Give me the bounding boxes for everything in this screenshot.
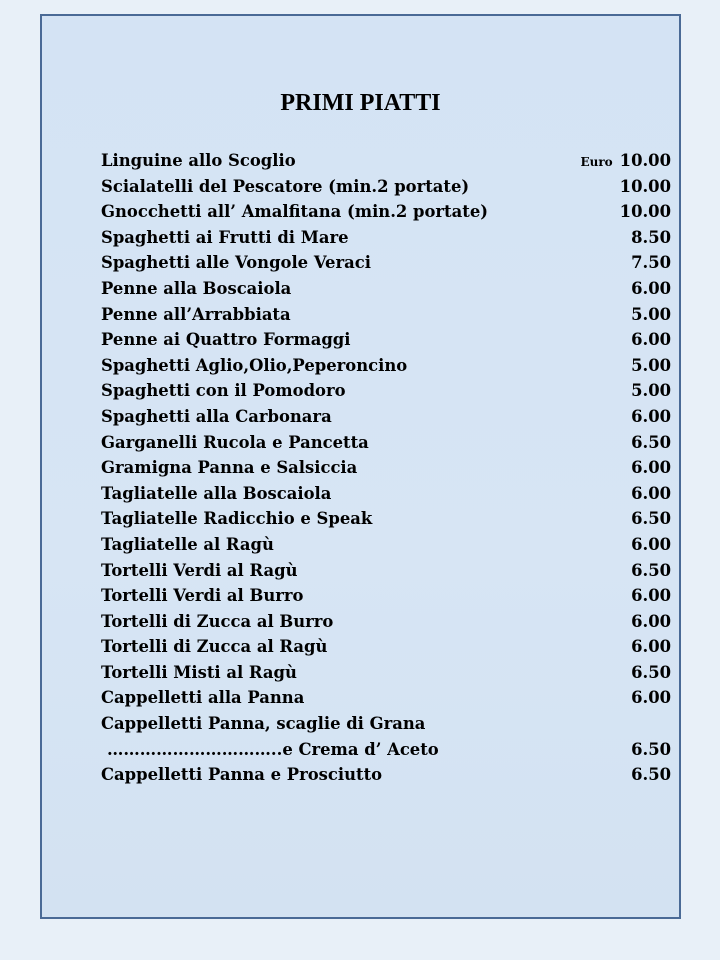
menu-item: [101, 148, 673, 174]
menu-item-price: [631, 353, 671, 379]
price-value: 6.00: [631, 586, 671, 606]
menu-item: [101, 353, 673, 379]
menu-item-price: [620, 174, 671, 200]
menu-item-price: [631, 506, 671, 532]
menu-item-price: [631, 660, 671, 686]
price-value: 8.50: [631, 227, 671, 247]
menu-item-price: [631, 327, 671, 353]
menu-list: [101, 148, 673, 788]
menu-item-name: …………………………..e Crema d’ Aceto: [107, 739, 439, 759]
menu-item-name: Penne ai Quattro Formaggi: [101, 330, 351, 350]
menu-item-name: Penne alla Boscaiola: [101, 278, 292, 298]
menu-item-price: [631, 378, 671, 404]
menu-item: [101, 430, 673, 456]
menu-item-price: [631, 558, 671, 584]
price-value: 6.00: [631, 278, 671, 298]
menu-item: [101, 199, 673, 225]
menu-item-price: [631, 737, 671, 763]
menu-item: [101, 762, 673, 788]
menu-item-price: [631, 762, 671, 788]
menu-item: [101, 532, 673, 558]
price-value: 5.00: [631, 381, 671, 401]
menu-item-price: [631, 276, 671, 302]
menu-item-price: [620, 199, 671, 225]
menu-item-name: Gramigna Panna e Salsiccia: [101, 458, 358, 478]
menu-item: [101, 455, 673, 481]
menu-item: [101, 302, 673, 328]
price-value: 6.00: [631, 458, 671, 478]
price-value: 10.00: [619, 202, 671, 222]
price-value: 10.00: [619, 176, 671, 196]
price-value: 5.00: [631, 355, 671, 375]
menu-item-name: Tagliatelle al Ragù: [101, 534, 274, 554]
price-value: 7.50: [631, 253, 671, 273]
price-value: 6.50: [631, 739, 671, 759]
menu-item: [101, 481, 673, 507]
menu-item-name: Cappelletti Panna e Prosciutto: [101, 765, 383, 785]
page-title: PRIMI PIATTI: [280, 90, 441, 116]
menu-item-name: Cappelletti Panna, scaglie di Grana: [101, 714, 426, 734]
price-value: 6.00: [631, 637, 671, 657]
menu-item-price: [631, 455, 671, 481]
menu-item: [101, 404, 673, 430]
menu-item: [101, 685, 673, 711]
price-value: 10.00: [619, 151, 671, 170]
price-value: 6.50: [631, 662, 671, 682]
menu-item-price: [631, 685, 671, 711]
menu-item-name: Tagliatelle Radicchio e Speak: [101, 509, 373, 529]
menu-item-price: [631, 302, 671, 328]
menu-item-price: [631, 225, 671, 251]
menu-item-price: [631, 583, 671, 609]
menu-item-name: Tagliatelle alla Boscaiola: [101, 483, 332, 503]
price-value: 6.00: [631, 406, 671, 426]
menu-item: [101, 583, 673, 609]
menu-item-price: [631, 250, 671, 276]
menu-item: [101, 660, 673, 686]
price-value: 6.00: [631, 483, 671, 503]
menu-item-name: Tortelli di Zucca al Ragù: [101, 637, 328, 657]
menu-item: [101, 327, 673, 353]
menu-item-name: Spaghetti ai Frutti di Mare: [101, 227, 349, 247]
currency-label: Euro: [580, 155, 613, 169]
price-value: 6.50: [631, 432, 671, 452]
menu-item-name: Cappelletti alla Panna: [101, 688, 305, 708]
menu-item-name: Linguine allo Scoglio: [101, 151, 296, 170]
price-value: 6.00: [631, 688, 671, 708]
menu-item: [101, 225, 673, 251]
menu-item-name: Tortelli Verdi al Burro: [101, 586, 304, 606]
menu-item-price: [631, 634, 671, 660]
price-value: 6.50: [631, 509, 671, 529]
menu-item: [101, 558, 673, 584]
menu-item-price: [631, 404, 671, 430]
menu-item: [101, 276, 673, 302]
menu-item-price: [631, 481, 671, 507]
menu-item-price: [631, 430, 671, 456]
price-value: 5.00: [631, 304, 671, 324]
price-value: 6.50: [631, 765, 671, 785]
menu-item-name: Scialatelli del Pescatore (min.2 portate): [101, 176, 470, 196]
menu-item-name: Gnocchetti all’ Amalfitana (min.2 portate): [101, 202, 489, 222]
price-value: 6.00: [631, 611, 671, 631]
menu-item: [101, 711, 673, 737]
menu-item-price: [580, 148, 671, 176]
menu-item-price: [631, 532, 671, 558]
menu-item: [101, 634, 673, 660]
price-value: 6.00: [631, 534, 671, 554]
menu-item-name: Spaghetti alla Carbonara: [101, 406, 332, 426]
menu-item-name: Spaghetti Aglio,Olio,Peperoncino: [101, 355, 408, 375]
menu-item-name: Penne all’Arrabbiata: [101, 304, 291, 324]
menu-panel: [40, 14, 681, 919]
menu-item-name: Tortelli Misti al Ragù: [101, 662, 297, 682]
menu-item-name: Spaghetti alle Vongole Veraci: [101, 253, 371, 273]
menu-item-name: Tortelli di Zucca al Burro: [101, 611, 334, 631]
menu-item-price: [631, 609, 671, 635]
menu-item: [101, 737, 673, 763]
price-value: 6.50: [631, 560, 671, 580]
menu-item-name: Spaghetti con il Pomodoro: [101, 381, 346, 401]
price-value: 6.00: [631, 330, 671, 350]
menu-item-name: Garganelli Rucola e Pancetta: [101, 432, 369, 452]
menu-item: [101, 506, 673, 532]
menu-item-name: Tortelli Verdi al Ragù: [101, 560, 298, 580]
menu-item: [101, 250, 673, 276]
menu-item: [101, 609, 673, 635]
menu-item: [101, 174, 673, 200]
menu-item: [101, 378, 673, 404]
